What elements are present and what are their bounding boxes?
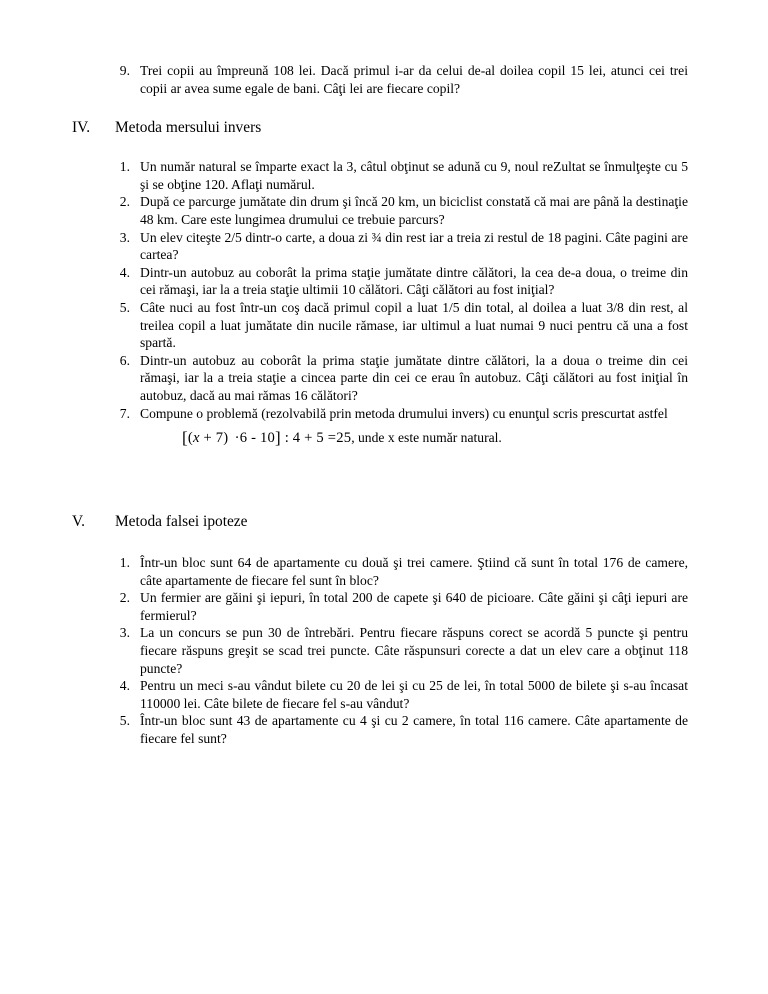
top-continuation-list — [72, 62, 688, 97]
section-v-problem-list — [72, 554, 688, 748]
list-item-number: 9. — [119, 63, 130, 78]
list-item-number: 7. — [119, 405, 130, 421]
list-item-text: Într-un bloc sunt 64 de apartamente cu două şi trei camere. Ştiind că sunt în total 176 de camere, câte apartamente de fiecare fel sunt în bloc? — [140, 555, 688, 588]
expression-tail: : 4 + 5 =25 — [280, 430, 352, 447]
list-item-number: 5. — [119, 713, 130, 729]
list-item-text: Câte nuci au fost într-un coş dacă primul copil a luat 1/5 din total, al doilea a luat 3/8 din rest, al treilea copil a luat jumătate din nucile rămase, iar ultimul a luat numai 9 nuci pentru că una a fost spartă. — [140, 299, 688, 351]
list-item-text: La un concurs se pun 30 de întrebări. Pentru fiecare răspuns corect se acordă 5 puncte şi pentru fiecare răspuns greşit se scad trei puncte. Câte răspunsuri corecte a dat un elev care a obţinut 118 puncte? — [140, 625, 688, 676]
list-item — [72, 158, 688, 193]
list-item-text: Trei copii au împreună 108 lei. Dacă primul i-ar da celui de-al doilea copil 15 lei, atunci cei trei copii ar avea sume egale de bani. Câţi lei are fiecare copil? — [140, 63, 688, 96]
list-item — [72, 264, 688, 299]
list-item — [72, 62, 688, 97]
list-item-number: 3. — [119, 229, 130, 245]
math-expression — [182, 430, 351, 446]
spacer — [72, 448, 688, 512]
list-item-number: 5. — [119, 299, 130, 315]
section-heading-iv — [72, 118, 688, 138]
list-item-text: Un elev citeşte 2/5 dintr-o carte, a doua zi ¾ din rest iar a treia zi restul de 18 pagini. Câte pagini are cartea? — [140, 229, 688, 263]
list-item-text: Pentru un meci s-au vândut bilete cu 20 de lei şi cu 25 de lei, în total 5000 de bilete şi s-au încasat 110000 lei. Câte bilete de fiecare fel s-au vândut? — [140, 678, 688, 711]
formula-line — [72, 428, 688, 448]
section-title: Metoda mersului invers — [115, 119, 262, 137]
list-item — [72, 193, 688, 228]
list-item-number: 6. — [119, 352, 130, 368]
list-item — [72, 229, 688, 264]
list-item-text: Un fermier are găini şi iepuri, în total 200 de capete şi 640 de picioare. Câte găini şi câţi iepuri are fermierul? — [140, 590, 688, 623]
list-item-number: 4. — [119, 678, 130, 694]
section-roman-numeral: IV. — [72, 119, 91, 137]
list-item-text: Dintr-un autobuz au coborât la prima staţie jumătate dintre călători, la a doua o treime din cei rămaşi, iar la a treia staţie a cincea parte din cei ce erau în autobuz. Câţi călători au fost iniţial în autobuz, dacă au mai rămas 16 călători? — [140, 352, 688, 403]
document-content — [72, 62, 688, 748]
list-item — [72, 712, 688, 747]
close-bracket: ] — [274, 428, 281, 448]
section-title: Metoda falsei ipoteze — [115, 513, 248, 531]
list-item — [72, 405, 688, 423]
section-heading-v — [72, 512, 688, 532]
expression-operator: ·6 - 10 — [230, 430, 275, 447]
list-item-number: 3. — [119, 625, 130, 641]
open-bracket: [ — [182, 428, 188, 448]
list-item — [72, 299, 688, 352]
list-item — [72, 589, 688, 624]
spacer — [72, 138, 688, 158]
list-item-text: Compune o problemă (rezolvabilă prin metoda drumului invers) cu enunţul scris prescurtat astfel — [140, 405, 668, 421]
list-item — [72, 624, 688, 677]
section-iv-problem-list — [72, 158, 688, 422]
list-item — [72, 352, 688, 405]
spacer — [72, 97, 688, 118]
list-item — [72, 554, 688, 589]
list-item-text: Un număr natural se împarte exact la 3, câtul obţinut se adună cu 9, noul reZultat se înmulţeşte cu 5 şi se obţine 120. Aflaţi numărul. — [140, 159, 688, 192]
list-item — [72, 677, 688, 712]
list-item-number: 2. — [119, 194, 130, 210]
math-variable: x — [192, 430, 200, 447]
spacer — [72, 532, 688, 554]
expression-rest: + 7) — [199, 430, 229, 447]
list-item-text: Într-un bloc sunt 43 de apartamente cu 4 şi cu 2 camere, în total 116 camere. Câte apartamente de fiecare fel sunt? — [140, 713, 688, 747]
list-item-text: După ce parcurge jumătate din drum şi încă 20 km, un biciclist constată că mai are până la destinaţie 48 km. Care este lungimea drumului ce trebuie parcurs? — [140, 194, 688, 227]
list-item-text: Dintr-un autobuz au coborât la prima staţie jumătate dintre călători, la cea de-a doua, o treime din cei rămaşi, iar la a treia staţie ultimii 10 călători. Câţi călători au fost iniţial? — [140, 264, 688, 298]
list-item-number: 2. — [119, 590, 130, 606]
list-item-number: 4. — [119, 264, 130, 280]
expression-open-paren: ( — [187, 430, 193, 447]
list-item-number: 1. — [119, 159, 130, 175]
formula-caption: , unde x este număr natural. — [351, 430, 502, 446]
list-item-number: 1. — [119, 555, 130, 571]
section-roman-numeral: V. — [72, 513, 85, 531]
